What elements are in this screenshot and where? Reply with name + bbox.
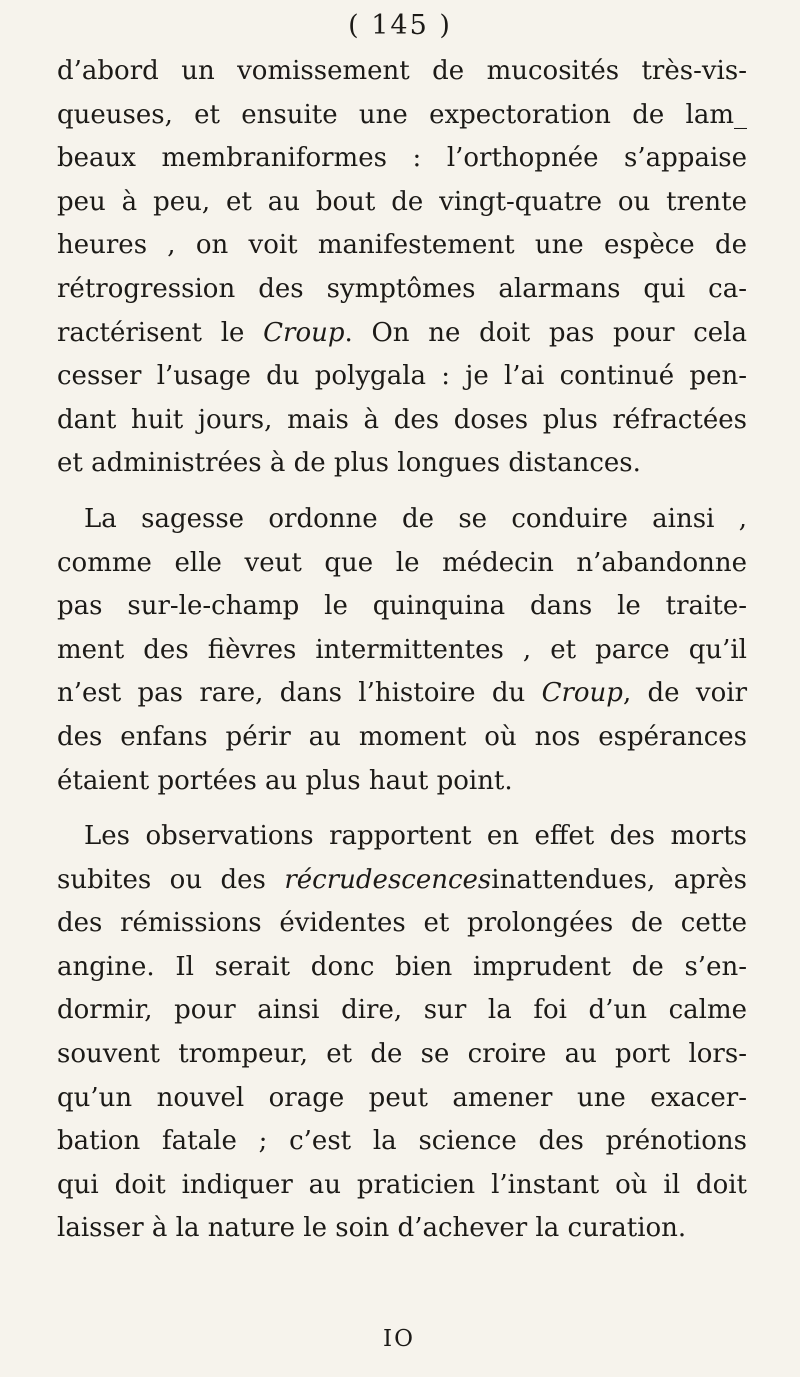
text-line: ment des fièvres intermittentes , et parce qu’il — [57, 634, 747, 665]
text-line: qui doit indiquer au praticien l’instant où il doit — [57, 1169, 747, 1200]
text-line: beaux membraniformes : l’orthopnée s’appaise — [57, 143, 747, 174]
body-text — [57, 50, 747, 1251]
text-line: angine. Il serait donc bien imprudent de s’en- — [57, 951, 747, 982]
paragraph-2 — [57, 498, 747, 803]
text-fragment: . On ne doit pas pour cela — [344, 317, 747, 348]
text-line — [57, 859, 747, 903]
paragraph-1 — [57, 50, 747, 486]
text-line: dormir, pour ainsi dire, sur la foi d’un calme — [57, 995, 747, 1026]
text-line: rétrogression des symptômes alarmans qui ca- — [57, 273, 747, 304]
text-fragment: ractérisent le — [57, 317, 245, 348]
text-line: laisser à la nature le soin d’achever la curation. — [57, 1213, 687, 1244]
text-line: comme elle veut que le médecin n’abandonne — [57, 547, 747, 578]
text-line — [57, 312, 747, 356]
italic-term: récrudescences — [284, 864, 492, 895]
text-line — [57, 672, 747, 716]
text-line: bation fatale ; c’est la science des prénotions — [57, 1126, 747, 1157]
text-line: des enfans périr au moment où nos espérances — [57, 721, 747, 752]
paragraph-3 — [57, 815, 747, 1251]
text-fragment: inattendues, après — [491, 864, 748, 895]
text-line: et administrées à de plus longues distances. — [57, 448, 641, 479]
italic-term: Croup — [263, 317, 345, 348]
text-line: des rémissions évidentes et prolongées de cette — [57, 908, 747, 939]
page-number: ( 145 ) — [348, 10, 452, 41]
text-line: étaient portées au plus haut point. — [57, 765, 513, 796]
text-line: dant huit jours, mais à des doses plus réfractées — [57, 404, 747, 435]
text-line: heures , on voit manifestement une espèce de — [57, 230, 747, 261]
text-fragment: n’est pas rare, dans l’histoire du — [57, 678, 526, 709]
text-fragment: subites ou des — [57, 864, 266, 895]
text-line: cesser l’usage du polygala : je l’ai continué pen- — [57, 361, 747, 392]
text-line: queuses, et ensuite une expectoration de lam_ — [57, 99, 747, 130]
text-line: peu à peu, et au bout de vingt-quatre ou trente — [57, 186, 747, 217]
text-line: Les observations rapportent en effet des morts — [84, 821, 747, 852]
text-fragment: , de voir — [622, 678, 747, 709]
text-line: souvent trompeur, et de se croire au port lors- — [57, 1039, 747, 1070]
text-line: d’abord un vomissement de mucosités très-vis- — [57, 56, 747, 86]
text-line: qu’un nouvel orage peut amener une exacer- — [57, 1082, 747, 1113]
text-line: La sagesse ordonne de se conduire ainsi , — [84, 503, 747, 534]
signature-mark: IO — [383, 1326, 415, 1352]
italic-term: Croup — [541, 678, 623, 709]
text-line: pas sur-le-champ le quinquina dans le traite- — [57, 591, 747, 622]
